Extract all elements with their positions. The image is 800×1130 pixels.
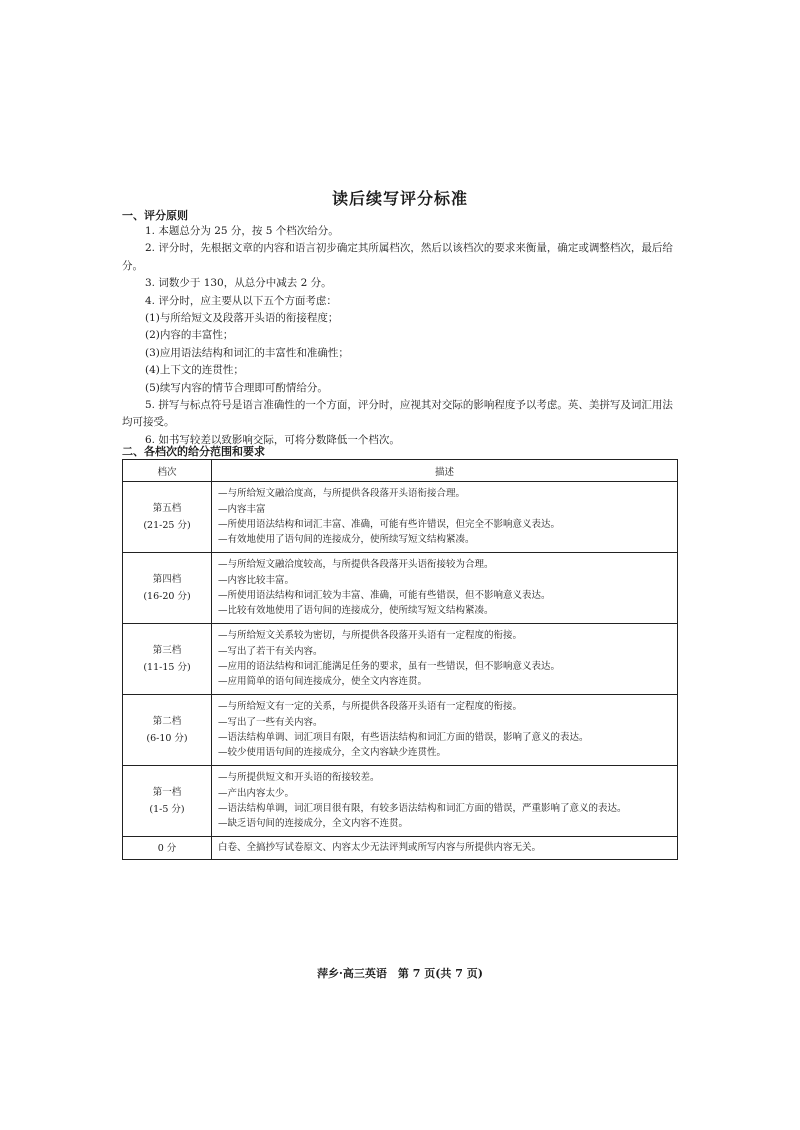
principle-subitem: (5)续写内容的情节合理即可酌情给分。 [145,381,328,394]
table-header-row [123,460,678,482]
level-cell [123,482,212,553]
level-name: 第四档 [152,574,182,585]
description-line: —写出了若干有关内容。 [218,645,323,657]
level-cell [123,624,212,695]
description-line: —内容比较丰富。 [218,574,295,586]
page-title: 读后续写评分标准 [331,189,468,208]
level-cell [123,695,212,766]
scoring-principles [122,223,682,449]
table-row [123,695,678,766]
level-name: 第一档 [152,787,182,798]
description-line: —所使用语法结构和词汇较为丰富、准确，可能有些错误，但不影响意义表达。 [218,590,551,601]
description-line: —应用的语法结构和词汇能满足任务的要求，虽有一些错误，但不影响意义表达。 [218,661,561,672]
section2-heading: 二、各档次的给分范围和要求 [122,445,265,458]
description-cell [212,766,678,837]
description-cell [212,624,678,695]
table-row [123,766,678,837]
page-footer: 萍乡·高三英语 第 7 页(共 7 页) [317,967,483,980]
description-line: —所使用语法结构和词汇丰富、准确，可能有些许错误，但完全不影响意义表达。 [218,519,561,530]
description-cell [212,553,678,624]
description-line: —写出了一些有关内容。 [218,716,323,728]
description-line: —较少使用语句间的连接成分，全文内容缺少连贯性。 [218,747,447,759]
level-name: 第二档 [152,716,182,727]
description-cell [212,482,678,553]
description-line: —语法结构单调，词汇项目很有限，有较多语法结构和词汇方面的错误，严重影响了意义的表达。 [218,803,627,814]
principle-item: 1. 本题总分为 25 分，按 5 个档次给分。 [145,225,339,237]
description-line: —有效地使用了语句间的连接成分，使所续写短文结构紧凑。 [218,534,475,546]
description-line: —内容丰富 [218,503,266,515]
principle-item: 5. 拼写与标点符号是语言准确性的一个方面，评分时，应视其对交际的影响程度予以考虑。英、美拼写及词汇用法均可接受。 [122,399,673,429]
description-line: —产出内容太少。 [218,787,295,799]
description-line: —比较有效地使用了语句间的连接成分，使所续写短文结构紧凑。 [218,605,494,617]
table-row [123,482,678,553]
description-line: —与所提供短文和开头语的衔接较差。 [218,772,380,784]
description-line: —与所给短文有一定的关系，与所提供各段落开头语有一定程度的衔接。 [218,701,523,713]
level-cell [123,553,212,624]
principle-item: 6. 如书写较差以致影响交际，可将分数降低一个档次。 [145,433,400,446]
description-line: —与所给短文关系较为密切，与所提供各段落开头语有一定程度的衔接。 [218,630,523,642]
section1-heading: 一、评分原则 [122,209,188,222]
principle-subitem: (3)应用语法结构和词汇的丰富性和准确性； [145,346,349,359]
description-cell [212,695,678,766]
level-range: (1-5 分) [149,804,185,815]
description-line: —与所给短文融洽度较高，与所提供各段落开头语衔接较为合理。 [218,559,494,571]
table-row [123,553,678,624]
principle-item: 3. 词数少于 130，从总分中减去 2 分。 [145,277,332,290]
rubric-table [122,459,678,860]
description-cell [212,837,678,860]
description-line: —语法结构单调、词汇项目有限，有些语法结构和词汇方面的错误，影响了意义的表达。 [218,732,589,743]
principle-item: 4. 评分时，应主要从以下五个方面考虑： [145,294,337,307]
level-range: (21-25 分) [143,520,191,531]
description-line: 白卷、全搞抄写试卷原文、内容太少无法评判或所写内容与所提供内容无关。 [218,842,542,854]
table-row [123,837,678,860]
level-range: (11-15 分) [143,662,191,673]
level-range: (6-10 分) [146,733,188,744]
header-level: 档次 [123,460,212,482]
description-line: —缺乏语句间的连接成分，全文内容不连贯。 [218,818,409,830]
level-name: 第三档 [152,645,182,656]
description-line: —与所给短文融洽度高，与所提供各段落开头语衔接合理。 [218,488,466,500]
table-row [123,624,678,695]
level-name: 第五档 [152,503,182,514]
principle-subitem: (4)上下文的连贯性； [145,364,244,377]
level-range: (16-20 分) [143,591,191,602]
principle-subitem: (2)内容的丰富性； [145,329,234,342]
principle-subitem: (1)与所给短文及段落开头语的衔接程度； [145,312,339,325]
level-cell [123,766,212,837]
principle-item: 2. 评分时，先根据文章的内容和语言初步确定其所属档次，然后以该档次的要求来衡量，确定或调整档次，最后给分。 [122,242,673,272]
header-description: 描述 [212,460,678,482]
description-line: —应用简单的语句间连接成分，使全文内容连贯。 [218,676,428,688]
level-cell: 0 分 [123,837,212,860]
